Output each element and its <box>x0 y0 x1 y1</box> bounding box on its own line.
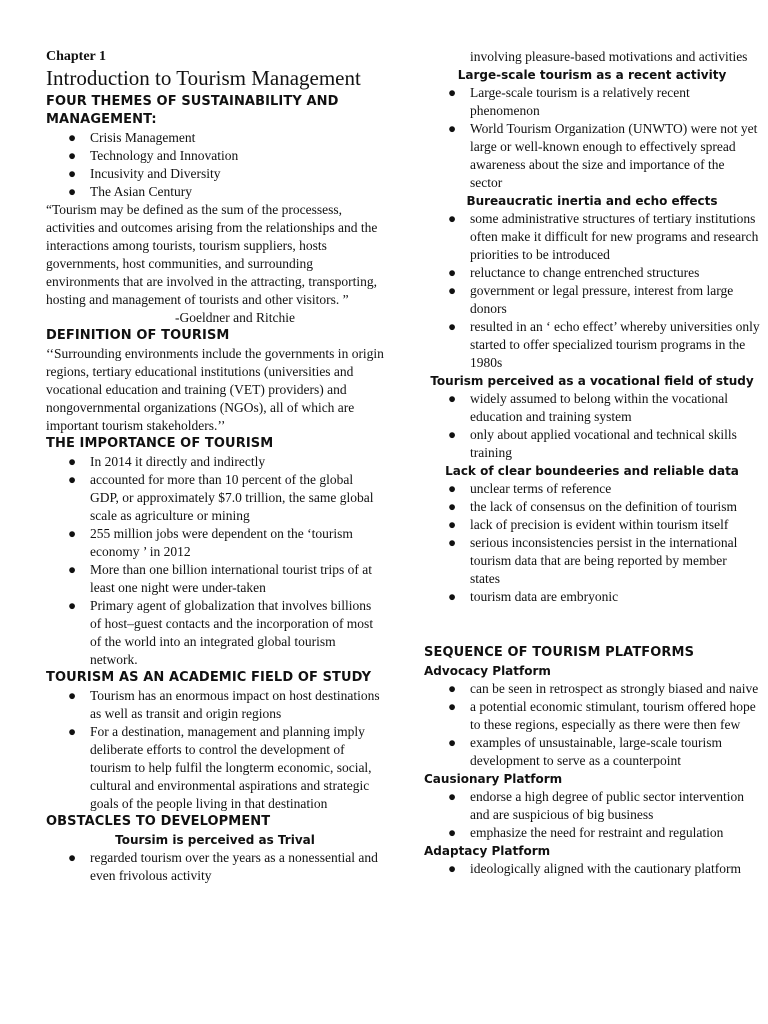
platforms-heading: SEQUENCE OF TOURISM PLATFORMS <box>424 645 695 660</box>
list-item <box>68 453 384 471</box>
vocational-list <box>424 390 760 462</box>
bullet-icon: ● <box>448 825 457 840</box>
list-item <box>68 183 384 201</box>
definition-heading: DEFINITION OF TOURISM <box>46 328 230 343</box>
list-item <box>448 210 760 264</box>
trivial-list <box>46 849 384 885</box>
quote-author: -Goeldner and Ritchie <box>175 310 295 325</box>
list-item <box>448 120 760 192</box>
trivial-list-continued <box>424 48 760 66</box>
academic-list <box>46 687 384 813</box>
list-item-text: resulted in an ‘ echo effect’ whereby universities only started to offer specialized tourism programs in the 1980s <box>470 319 760 370</box>
bullet-icon: ● <box>448 283 457 298</box>
definition-text: ‘‘Surrounding environments include the governments in origin regions, tertiary educational institutions (universities and vocational education and training (VET) providers) and nongovernmental organizations (NGOs), all of which are important tourism stakeholders.’’ <box>46 346 384 433</box>
list-item-text: Primary agent of globalization that involves billions of host–guest contacts and the incorporation of most of the world into an integrated global tourism network. <box>90 598 374 667</box>
list-item <box>68 147 384 165</box>
causionary-list <box>424 788 760 842</box>
list-item <box>448 498 760 516</box>
list-item-text: emphasize the need for restraint and regulation <box>470 825 724 840</box>
list-item-text: regarded tourism over the years as a nonessential and even frivolous activity <box>90 850 378 883</box>
bullet-icon: ● <box>68 562 77 577</box>
list-item-text: Large-scale tourism is a relatively recent phenomenon <box>470 85 690 118</box>
list-item-text: unclear terms of reference <box>470 481 612 496</box>
list-item-text: World Tourism Organization (UNWTO) were not yet large or well-known enough to effectively spread awareness about the size and importance of the sector <box>470 121 758 190</box>
list-item <box>448 480 760 498</box>
list-item <box>448 534 760 588</box>
bullet-icon: ● <box>448 861 457 876</box>
list-item-text: ideologically aligned with the cautionary platform <box>470 861 742 876</box>
list-item-text: Crisis Management <box>90 130 196 145</box>
bullet-icon: ● <box>68 688 77 703</box>
trivial-subheading: Toursim is perceived as Trival <box>115 833 315 847</box>
bullet-icon: ● <box>448 735 457 750</box>
list-item-text: More than one billion international tourist trips of at least one night were under-taken <box>90 562 372 595</box>
list-item-text: the lack of consensus on the definition of tourism <box>470 499 737 514</box>
list-item <box>448 698 760 734</box>
list-item <box>68 723 384 813</box>
list-item <box>68 849 384 885</box>
list-item-text: In 2014 it directly and indirectly <box>90 454 266 469</box>
bullet-icon: ● <box>68 472 77 487</box>
list-item-continued <box>470 48 760 66</box>
list-item-text: serious inconsistencies persist in the international tourism data that are being reported by member states <box>470 535 738 586</box>
list-item <box>448 824 760 842</box>
list-item-text: Tourism has an enormous impact on host destinations as well as transit and origin regions <box>90 688 380 721</box>
right-column <box>424 0 760 878</box>
list-item <box>448 788 760 824</box>
list-item <box>448 390 760 426</box>
section-spacer <box>424 606 760 644</box>
bullet-icon: ● <box>448 517 457 532</box>
advocacy-list <box>424 680 760 770</box>
themes-list <box>46 129 384 201</box>
list-item-text: lack of precision is evident within tourism itself <box>470 517 729 532</box>
bullet-icon: ● <box>448 265 457 280</box>
list-item-text: Technology and Innovation <box>90 148 239 163</box>
advocacy-subheading: Advocacy Platform <box>424 664 551 678</box>
vocational-subheading: Tourism perceived as a vocational field of study <box>430 374 754 388</box>
bullet-icon: ● <box>448 85 457 100</box>
list-item-text: some administrative structures of tertiary institutions often make it difficult for new programs and research priorities to be introduced <box>470 211 759 262</box>
list-item-text: only about applied vocational and technical skills training <box>470 427 737 460</box>
list-item-text: a potential economic stimulant, tourism offered hope to these regions, especially as there were then few <box>470 699 756 732</box>
bullet-icon: ● <box>448 481 457 496</box>
themes-heading: FOUR THEMES OF SUSTAINABILITY AND MANAGEMENT: <box>46 94 339 127</box>
list-item <box>68 525 384 561</box>
bureaucratic-list <box>424 210 760 372</box>
bullet-icon: ● <box>448 319 457 334</box>
list-item <box>68 687 384 723</box>
bullet-icon: ● <box>448 427 457 442</box>
left-column <box>46 0 384 885</box>
list-item-text: accounted for more than 10 percent of the global GDP, or approximately $7.0 trillion, the same global scale as agriculture or mining <box>90 472 374 523</box>
list-item <box>448 734 760 770</box>
bullet-icon: ● <box>448 121 457 136</box>
definition-quote: “Tourism may be defined as the sum of the processess, activities and outcomes arising from the relationships and the interactions among tourists, tourism suppliers, hosts governments, host communities, and surrounding environments that are involved in the attracting, transporting, hosting and management of tourists and other visitors. ” <box>46 202 378 307</box>
list-item <box>448 588 760 606</box>
list-item-text: examples of unsustainable, large-scale tourism development to serve as a counterpoint <box>470 735 723 768</box>
bullet-icon: ● <box>448 499 457 514</box>
list-item <box>448 264 760 282</box>
chapter-label: Chapter 1 <box>46 49 107 64</box>
bullet-icon: ● <box>448 789 457 804</box>
boundaries-subheading: Lack of clear boundeeries and reliable data <box>445 464 739 478</box>
document-title: Introduction to Tourism Management <box>46 66 361 90</box>
bureaucratic-subheading: Bureaucratic inertia and echo effects <box>466 194 718 208</box>
list-item <box>68 561 384 597</box>
bullet-icon: ● <box>448 589 457 604</box>
importance-list <box>46 453 384 669</box>
bullet-icon: ● <box>68 526 77 541</box>
list-item <box>448 516 760 534</box>
list-item <box>68 165 384 183</box>
list-item <box>68 129 384 147</box>
boundaries-list <box>424 480 760 606</box>
adaptacy-list <box>424 860 760 878</box>
list-item-text: reluctance to change entrenched structures <box>470 265 700 280</box>
list-item <box>448 84 760 120</box>
list-item <box>448 860 760 878</box>
importance-heading: THE IMPORTANCE OF TOURISM <box>46 436 274 451</box>
academic-heading: TOURISM AS AN ACADEMIC FIELD OF STUDY <box>46 670 372 685</box>
causionary-subheading: Causionary Platform <box>424 772 563 786</box>
list-item-text: 255 million jobs were dependent on the ‘tourism economy ’ in 2012 <box>90 526 353 559</box>
list-item-text: The Asian Century <box>90 184 192 199</box>
list-item-text: tourism data are embryonic <box>470 589 619 604</box>
obstacles-heading: OBSTACLES TO DEVELOPMENT <box>46 814 271 829</box>
list-item-text: Incusivity and Diversity <box>90 166 221 181</box>
bullet-icon: ● <box>68 454 77 469</box>
list-item <box>448 426 760 462</box>
bullet-icon: ● <box>68 130 77 145</box>
list-item <box>68 471 384 525</box>
list-item-text: widely assumed to belong within the vocational education and training system <box>470 391 728 424</box>
bullet-icon: ● <box>448 391 457 406</box>
list-item-text: government or legal pressure, interest from large donors <box>470 283 734 316</box>
bullet-icon: ● <box>68 166 77 181</box>
bullet-icon: ● <box>68 598 77 613</box>
bullet-icon: ● <box>68 184 77 199</box>
list-item-text: For a destination, management and planning imply deliberate efforts to control the development of tourism to help fulfil the longterm economic, social, cultural and environmental aspirations and strategic goals of the people living in that destination <box>90 724 372 811</box>
bullet-icon: ● <box>68 148 77 163</box>
adaptacy-subheading: Adaptacy Platform <box>424 844 551 858</box>
bullet-icon: ● <box>448 535 457 550</box>
list-item-text: endorse a high degree of public sector intervention and are suspicious of big business <box>470 789 745 822</box>
list-item <box>448 318 760 372</box>
large-scale-subheading: Large-scale tourism as a recent activity <box>457 68 727 82</box>
bullet-icon: ● <box>448 681 457 696</box>
large-scale-list <box>424 84 760 192</box>
bullet-icon: ● <box>68 724 77 739</box>
bullet-icon: ● <box>68 850 77 865</box>
list-item <box>448 282 760 318</box>
bullet-icon: ● <box>448 699 457 714</box>
list-item-text: involving pleasure-based motivations and activities <box>470 49 748 64</box>
list-item-text: can be seen in retrospect as strongly biased and naive <box>470 681 759 696</box>
bullet-icon: ● <box>448 211 457 226</box>
list-item <box>448 680 760 698</box>
list-item <box>68 597 384 669</box>
